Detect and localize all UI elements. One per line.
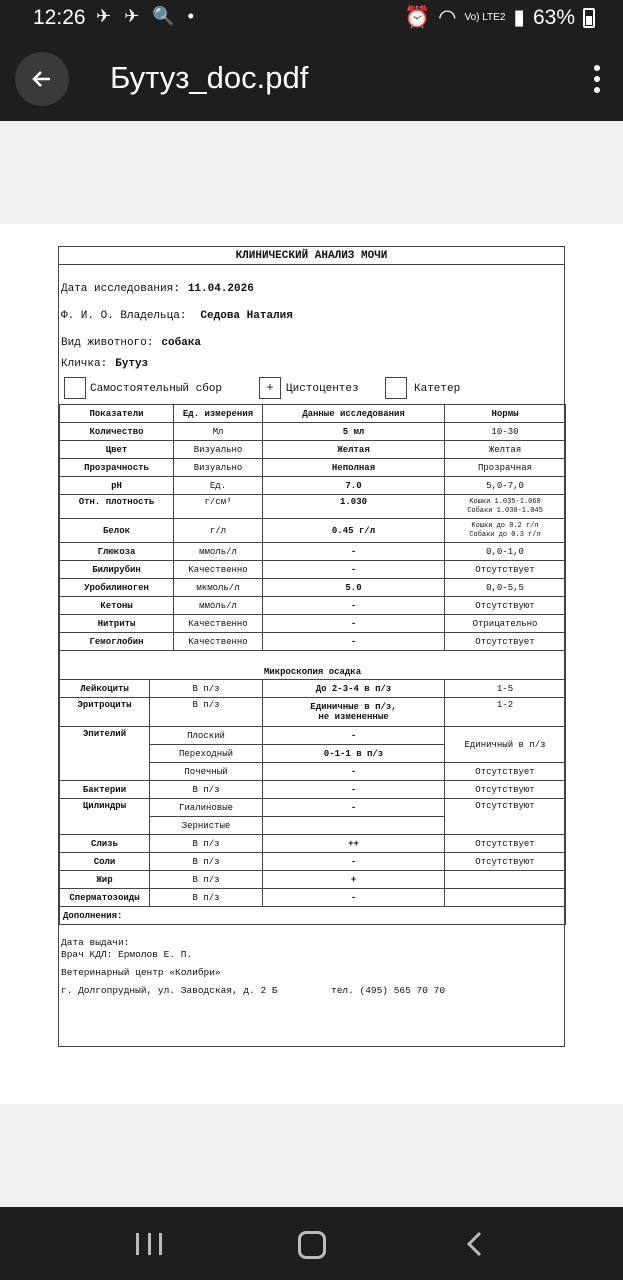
table-row: Слизь В п/з ++ Отсутствует (60, 835, 566, 853)
species-field: Вид животного: собака (61, 337, 202, 349)
table-row: Цвет Визуально Желтая Желтая (60, 441, 566, 459)
pdf-page (0, 224, 623, 1104)
table-row: pH Ед. 7.0 5,0-7,0 (60, 477, 566, 495)
clinic-address: г. Долгопрудный, ул. Заводская, д. 2 Б (61, 985, 278, 996)
results-table (59, 404, 566, 925)
issue-date: Дата выдачи: (61, 937, 130, 948)
clock: 12:26 (33, 6, 86, 29)
pet-name-field: Кличка: Бутуз (61, 358, 149, 370)
home-icon[interactable] (298, 1231, 326, 1259)
checkbox-catheter-label: Катетер (414, 383, 461, 395)
lab-report (58, 246, 565, 1047)
table-row: Лейкоциты В п/з До 2-3-4 в п/з 1-5 (60, 680, 566, 698)
wifi-icon: ◠ (438, 6, 457, 29)
table-row: Эритроциты В п/з Единичные в п/з, не измененные 1-2 (60, 698, 566, 727)
table-row: Зернистые (60, 817, 566, 835)
table-row: Уробилиноген мкмоль/л 5.0 0,0-5,5 (60, 579, 566, 597)
table-row: Эпителий Плоский - Единичный в п/з (60, 727, 566, 745)
status-bar (0, 0, 623, 38)
arrow-left-icon (30, 67, 54, 91)
checkbox-self (64, 377, 86, 399)
table-row: Переходный 0-1-1 в п/з (60, 745, 566, 763)
table-row: Соли В п/з - Отсутствуют (60, 853, 566, 871)
clinic-phone: тел. (495) 565 70 70 (331, 985, 446, 996)
nav-back-icon[interactable] (466, 1231, 484, 1257)
table-row: Нитриты Качественно - Отрицательно (60, 615, 566, 633)
checkbox-catheter (385, 377, 407, 399)
report-title: КЛИНИЧЕСКИЙ АНАЛИЗ МОЧИ (59, 250, 564, 262)
network-label: Vo) LTE2 (464, 11, 506, 23)
table-header: Показатели Ед. измерения Данные исследования Нормы (60, 405, 566, 423)
table-row: Бактерии В п/з - Отсутствуют (60, 781, 566, 799)
recents-icon[interactable] (136, 1233, 162, 1255)
battery-icon (583, 8, 595, 28)
battery-percent: 63% (532, 5, 575, 29)
navigation-bar (0, 1207, 623, 1280)
table-row: Жир В п/з + (60, 871, 566, 889)
table-row: Глюкоза ммоль/л - 0,0-1,0 (60, 543, 566, 561)
back-button[interactable] (15, 52, 69, 106)
pdf-viewer[interactable] (0, 121, 623, 1207)
table-row: Сперматозоиды В п/з - (60, 889, 566, 907)
alarm-icon: ⏰ (403, 5, 431, 29)
date-field: Дата исследования: 11.04.2026 (61, 283, 254, 295)
document-title: Бутуз_doc.pdf (110, 60, 309, 95)
notification-icons: ✈ ✈ 🔍 • (96, 6, 198, 26)
status-right (404, 5, 595, 30)
table-row: Отн. плотность г/см³ 1.030 Кошки 1.035-1.060 Собаки 1.030-1.045 (60, 495, 566, 519)
table-row: Гемоглобин Качественно - Отсутствует (60, 633, 566, 651)
app-bar (0, 38, 623, 121)
table-row: Кетоны ммоль/л - Отсутствуют (60, 597, 566, 615)
table-row: Количество Мл 5 мл 10-30 (60, 423, 566, 441)
checkbox-cysto-label: Цистоцентез (286, 383, 359, 395)
microscopy-header: Микроскопия осадка (60, 651, 566, 680)
table-row: Прозрачность Визуально Неполная Прозрачная (60, 459, 566, 477)
table-row: Почечный - Отсутствует (60, 763, 566, 781)
signal-icon: ▮ (513, 6, 525, 29)
checkbox-cysto: + (259, 377, 281, 399)
doctor: Врач КДЛ: Ермолов Е. П. (61, 949, 193, 960)
owner-field: Ф. И. О. Владельца: Седова Наталия (61, 310, 293, 322)
clinic-name: Ветеринарный центр «Колибри» (61, 967, 221, 978)
more-options-icon[interactable] (589, 62, 605, 98)
table-row: Цилиндры Гиалиновые - Отсутствуют (60, 799, 566, 817)
table-row: Билирубин Качественно - Отсутствует (60, 561, 566, 579)
table-row: Белок г/л 0.45 г/л Кошки до 0.2 г/л Собаки до 0.3 г/л (60, 519, 566, 543)
additions-row: Дополнения: (60, 907, 566, 925)
checkbox-self-label: Самостоятельный сбор (90, 383, 223, 395)
